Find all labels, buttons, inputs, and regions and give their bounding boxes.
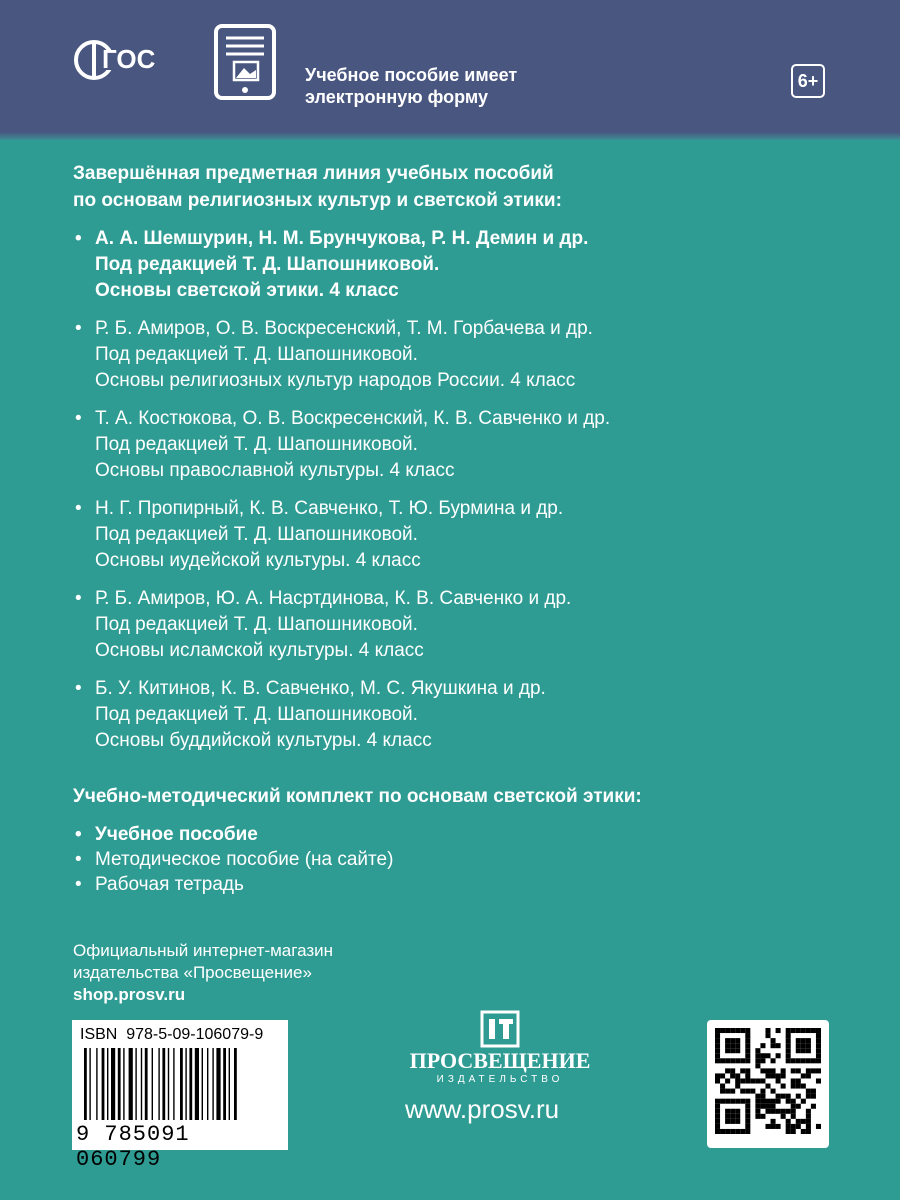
tablet-icon bbox=[214, 24, 276, 100]
book-item bbox=[73, 676, 873, 754]
book-authors: • Н. Г. Пропирный, К. В. Савченко, Т. Ю. Бурмина и др. bbox=[95, 498, 564, 519]
intro-line-1: Завершённая предметная линия учебных пособий bbox=[73, 163, 554, 184]
isbn-number: 978-5-09-106079-9 bbox=[126, 1026, 264, 1043]
barcode-digits: 9 785091 060799 bbox=[76, 1122, 190, 1172]
publisher-name: ПРОСВЕЩЕНИЕ bbox=[409, 1048, 591, 1073]
qr-code bbox=[707, 1020, 829, 1148]
book-item bbox=[73, 406, 873, 484]
book-editor: Под редакцией Т. Д. Шапошниковой. bbox=[95, 614, 418, 635]
series-intro bbox=[73, 160, 873, 214]
book-authors: • Р. Б. Амиров, Ю. А. Насртдинова, К. В. Савченко и др. bbox=[95, 588, 572, 609]
shop-info bbox=[73, 940, 333, 1006]
shop-line-2: издательства «Просвещение» bbox=[73, 963, 312, 982]
shop-line-1: Официальный интернет-магазин bbox=[73, 941, 334, 960]
book-authors: • Р. Б. Амиров, О. В. Воскресенский, Т. М. Горбачева и др. bbox=[95, 318, 593, 339]
book-editor: Под редакцией Т. Д. Шапошниковой. bbox=[95, 434, 418, 455]
isbn-text bbox=[80, 1026, 263, 1044]
book-item bbox=[73, 586, 873, 664]
book-authors: • А. А. Шемшурин, Н. М. Брунчукова, Р. Н. Демин и др. bbox=[95, 228, 589, 249]
barcode-bars bbox=[80, 1048, 280, 1120]
main-content bbox=[73, 160, 873, 897]
book-editor: Под редакцией Т. Д. Шапошниковой. bbox=[95, 254, 440, 275]
qr-code-icon bbox=[715, 1028, 821, 1134]
book-list bbox=[73, 226, 873, 754]
eform-notice bbox=[305, 64, 517, 108]
fgos-logo bbox=[72, 36, 182, 86]
book-title: Основы православной культуры. 4 класс bbox=[95, 460, 455, 481]
kit-list bbox=[73, 822, 873, 897]
book-title: Основы светской этики. 4 класс bbox=[95, 280, 399, 301]
age-rating-badge: 6+ bbox=[791, 64, 825, 98]
intro-line-2: по основам религиозных культур и светской этики: bbox=[73, 190, 562, 211]
book-title: Основы иудейской культуры. 4 класс bbox=[95, 550, 421, 571]
book-title: Основы исламской культуры. 4 класс bbox=[95, 640, 424, 661]
book-authors: • Б. У. Китинов, К. В. Савченко, М. С. Якушкина и др. bbox=[95, 678, 546, 699]
kit-title: Учебно-методический комплект по основам светской этики: bbox=[73, 786, 642, 807]
book-title: Основы буддийской культуры. 4 класс bbox=[95, 730, 432, 751]
isbn-label: ISBN bbox=[80, 1026, 118, 1043]
shop-url: shop.prosv.ru bbox=[73, 985, 186, 1004]
book-editor: Под редакцией Т. Д. Шапошниковой. bbox=[95, 344, 418, 365]
publisher-logo-icon bbox=[480, 1010, 520, 1048]
book-item bbox=[73, 496, 873, 574]
book-editor: Под редакцией Т. Д. Шапошниковой. bbox=[95, 524, 418, 545]
barcode-block bbox=[72, 1020, 288, 1172]
fgos-logo-text: ГОС bbox=[102, 44, 156, 74]
eform-line-1: Учебное пособие имеет bbox=[305, 65, 518, 85]
kit-item: • Методическое пособие (на сайте) bbox=[73, 847, 873, 872]
publisher-subtitle: ИЗДАТЕЛЬСТВО bbox=[436, 1074, 564, 1085]
eform-line-2: электронную форму bbox=[305, 87, 488, 107]
book-title: Основы религиозных культур народов России. 4 класс bbox=[95, 370, 576, 391]
book-editor: Под редакцией Т. Д. Шапошниковой. bbox=[95, 704, 418, 725]
book-item bbox=[73, 316, 873, 394]
book-item bbox=[73, 226, 873, 304]
publisher-url: www.prosv.ru bbox=[405, 1094, 560, 1124]
kit-item: • Рабочая тетрадь bbox=[73, 872, 873, 897]
kit-item: • Учебное пособие bbox=[73, 822, 873, 847]
book-authors: • Т. А. Костюкова, О. В. Воскресенский, К. В. Савченко и др. bbox=[95, 408, 611, 429]
